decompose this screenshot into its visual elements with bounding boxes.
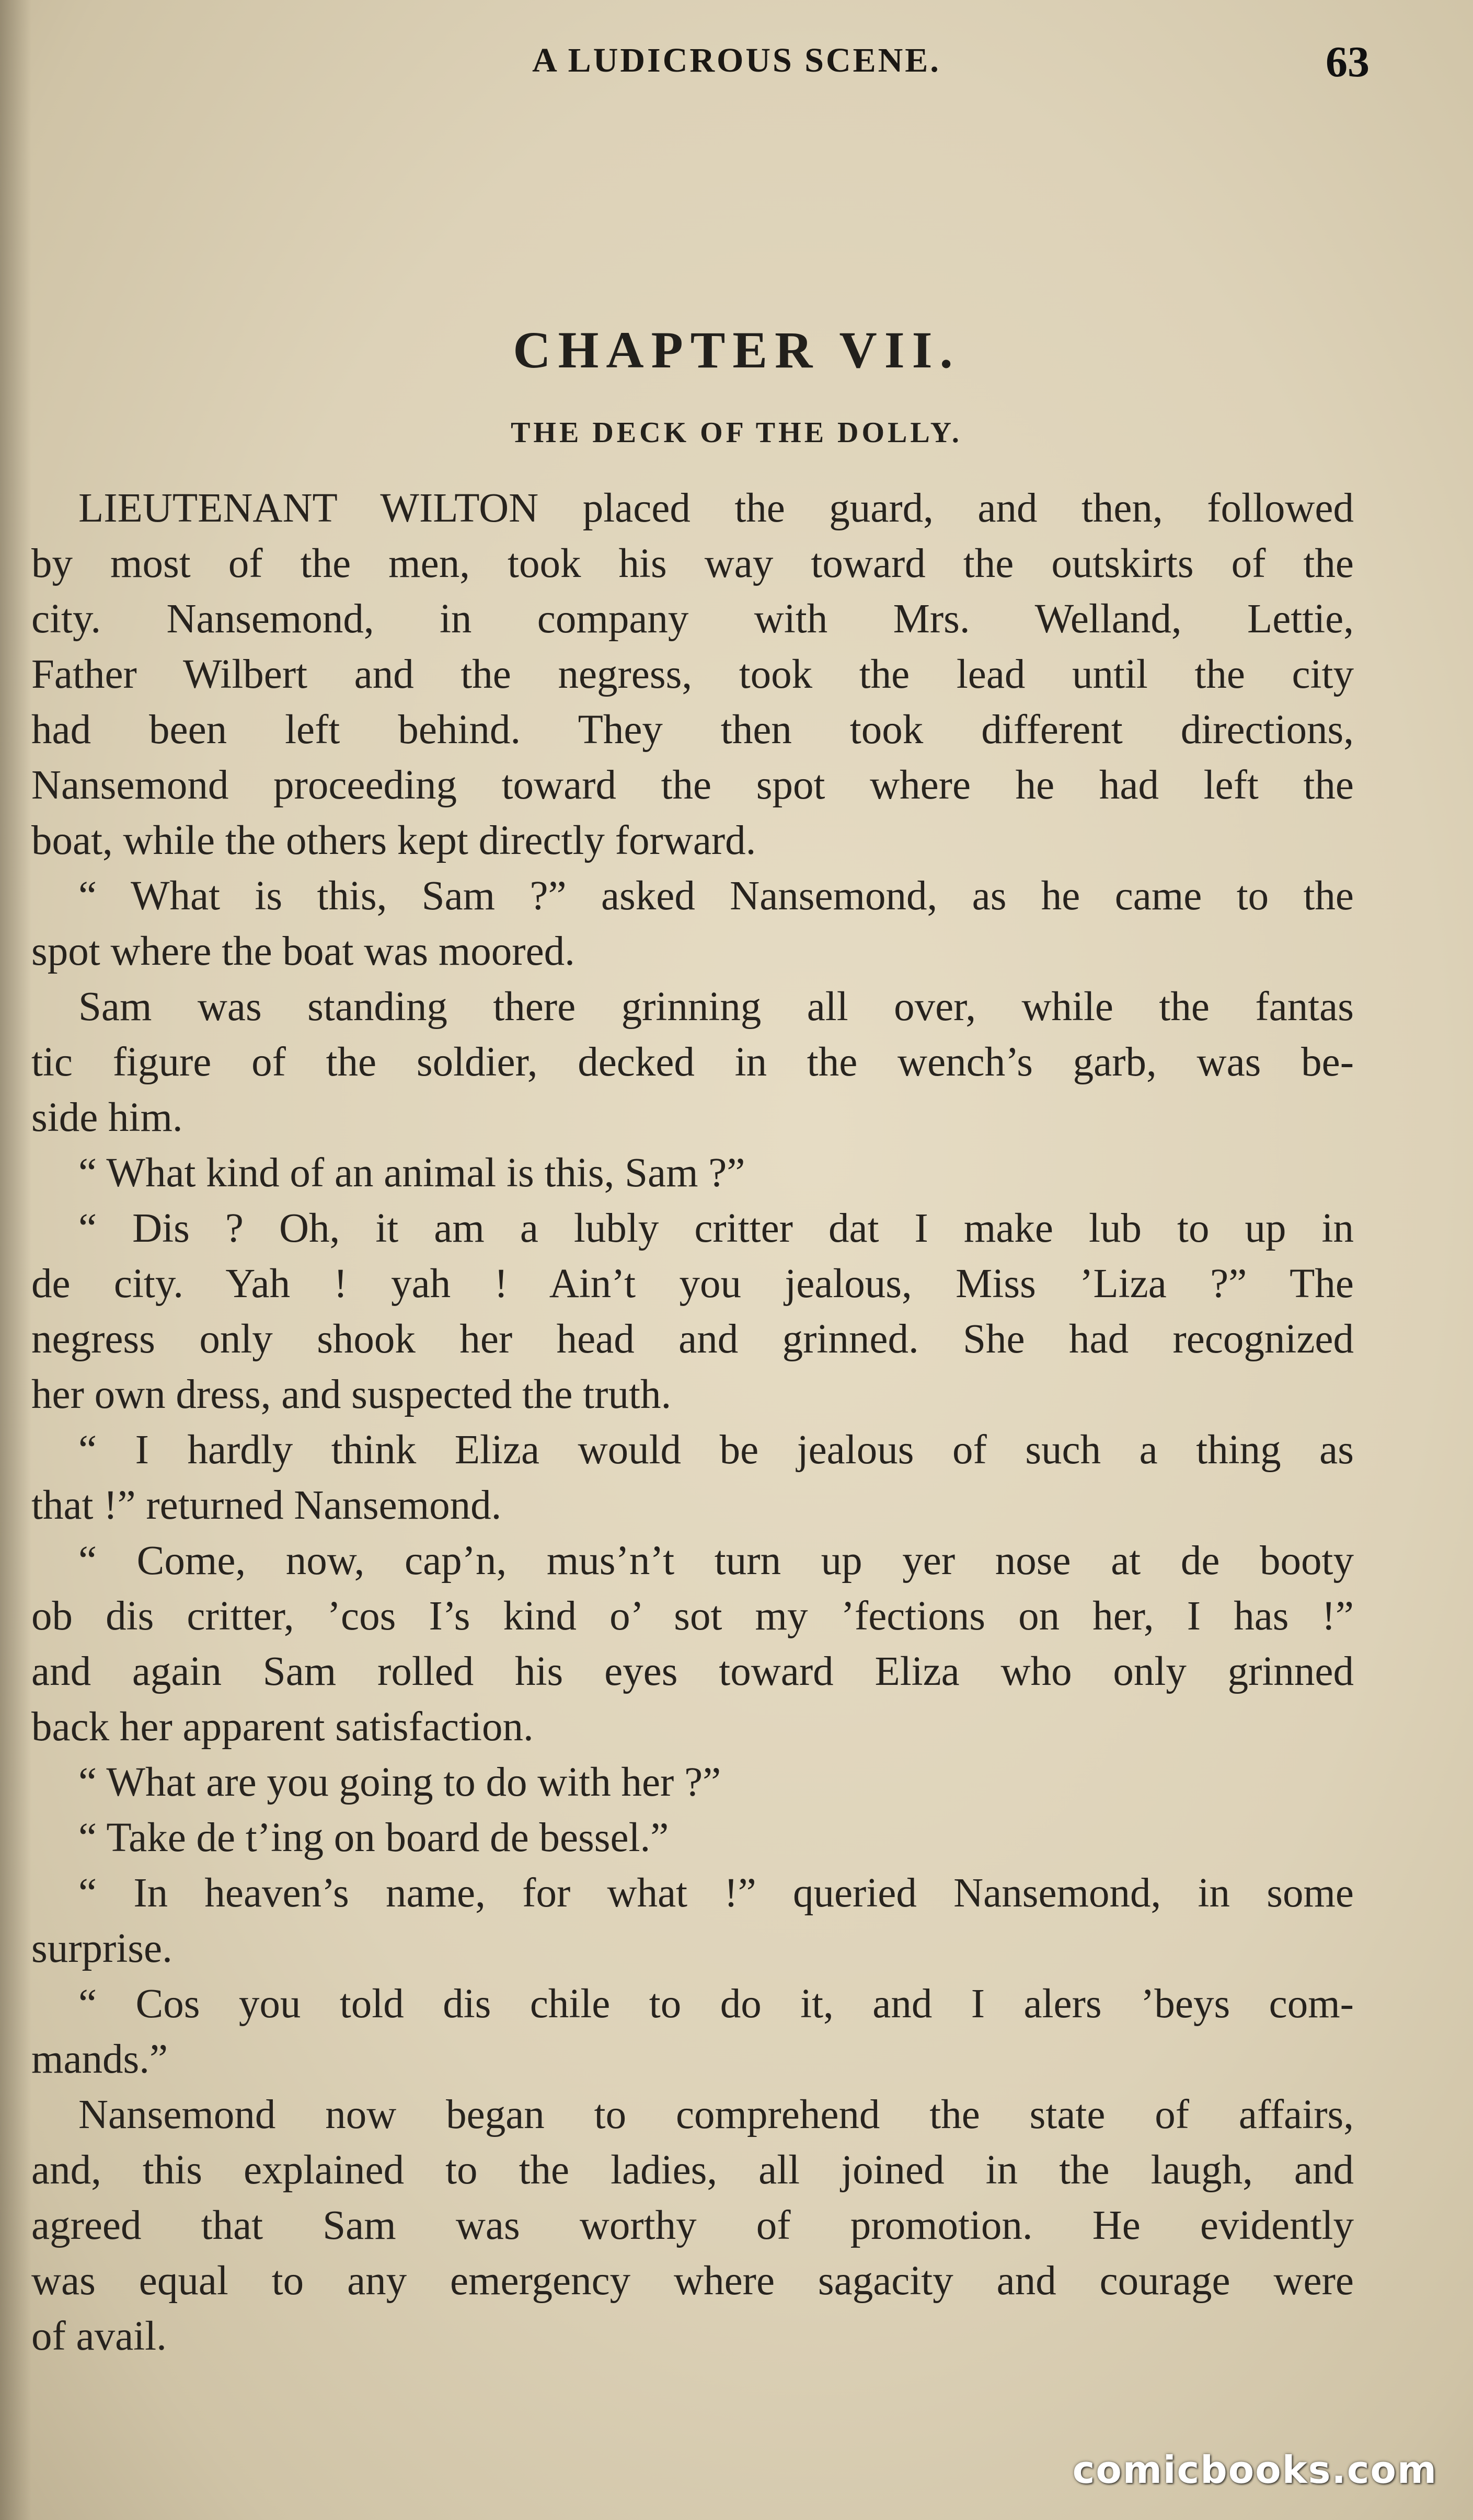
text-line: surprise. [31, 1926, 172, 1971]
text-line: “ Take de t’ing on board de bessel.” [78, 1815, 669, 1860]
text-line: Nansemond now began to comprehend the state of affairs, [78, 2092, 1354, 2137]
text-line: was equal to any emergency where sagacity and courage were [31, 2258, 1354, 2304]
text-line: Sam was standing there grinning all over, while the fantas [78, 984, 1354, 1030]
text-line: had been left behind. They then took different directions, [31, 707, 1354, 753]
text-line: of avail. [31, 2314, 167, 2359]
text-line: “ In heaven’s name, for what !” queried Nansemond, in some [78, 1870, 1354, 1916]
text-line: ob dis critter, ’cos I’s kind o’ sot my ’fections on her, I has !” [31, 1593, 1354, 1639]
text-line: “ Dis ? Oh, it am a lubly critter dat I make lub to up in [78, 1206, 1354, 1251]
text-line: mands.” [31, 2037, 168, 2082]
text-line: boat, while the others kept directly forward. [31, 818, 756, 863]
text-line: “ Cos you told dis chile to do it, and I alers ’beys com- [78, 1981, 1354, 2027]
running-head: A LUDICROUS SCENE. [532, 41, 941, 79]
text-line: LIEUTENANT WILTON placed the guard, and then, followed [78, 485, 1354, 531]
text-line: Father Wilbert and the negress, took the lead until the city [31, 652, 1354, 697]
text-line: agreed that Sam was worthy of promotion. He evidently [31, 2203, 1354, 2248]
text-line: negress only shook her head and grinned. She had recognized [31, 1316, 1354, 1362]
text-line: “ Come, now, cap’n, mus’n’t turn up yer nose at de booty [78, 1538, 1354, 1583]
text-line: spot where the boat was moored. [31, 929, 575, 974]
text-line: “ What kind of an animal is this, Sam ?” [78, 1150, 745, 1196]
chapter-subtitle: THE DECK OF THE DOLLY. [511, 417, 962, 449]
text-line: and, this explained to the ladies, all joined in the laugh, and [31, 2147, 1354, 2193]
text-line: and again Sam rolled his eyes toward Eliza who only grinned [31, 1649, 1354, 1694]
text-line: side him. [31, 1095, 183, 1140]
text-line: her own dress, and suspected the truth. [31, 1372, 672, 1417]
page-number: 63 [1326, 38, 1370, 86]
text-line: de city. Yah ! yah ! Ain’t you jealous, Miss ’Liza ?” The [31, 1261, 1354, 1307]
text-line: “ What are you going to do with her ?” [78, 1760, 721, 1805]
text-line: that !” returned Nansemond. [31, 1483, 502, 1528]
watermark: comicbooks.com [1072, 2448, 1437, 2492]
chapter-title: CHAPTER VII. [513, 321, 960, 379]
text-line: back her apparent satisfaction. [31, 1704, 534, 1750]
body-text [31, 481, 1354, 2364]
text-line: city. Nansemond, in company with Mrs. Welland, Lettie, [31, 596, 1354, 642]
text-line: “ What is this, Sam ?” asked Nansemond, as he came to the [78, 873, 1354, 919]
text-line: “ I hardly think Eliza would be jealous of such a thing as [78, 1427, 1354, 1473]
text-line: tic figure of the soldier, decked in the wench’s garb, was be- [31, 1039, 1354, 1085]
text-line: Nansemond proceeding toward the spot where he had left the [31, 762, 1354, 808]
text-line: by most of the men, took his way toward the outskirts of the [31, 541, 1354, 586]
